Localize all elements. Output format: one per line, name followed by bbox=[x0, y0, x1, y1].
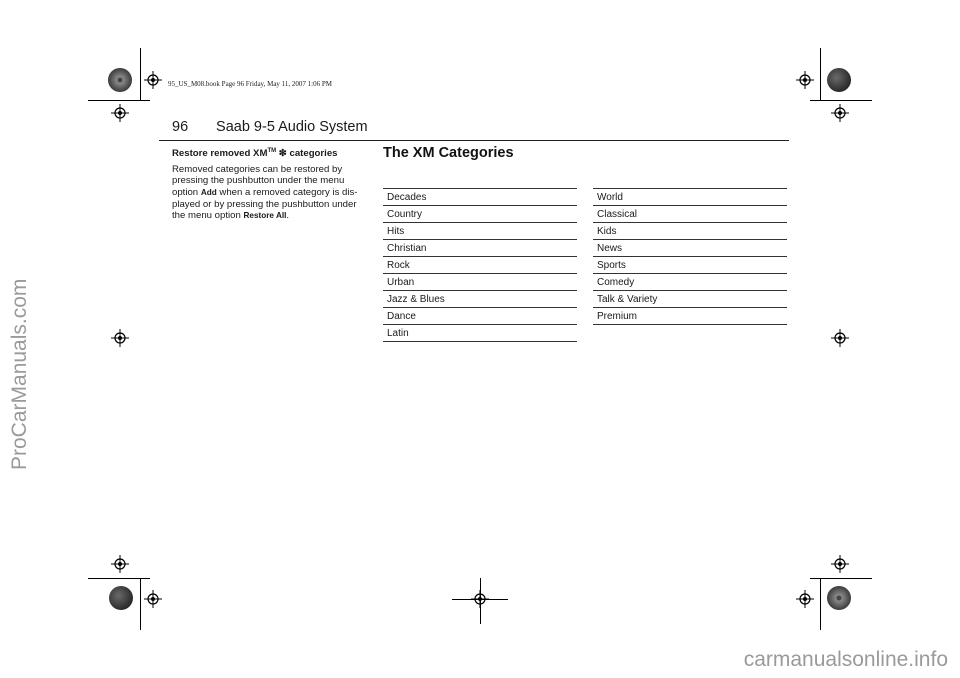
left-column bbox=[172, 146, 368, 222]
table-row bbox=[383, 240, 577, 257]
restore-heading bbox=[172, 146, 368, 160]
table-row bbox=[383, 206, 577, 223]
registration-target-icon bbox=[144, 590, 162, 608]
menu-option-restore-all: Restore All bbox=[243, 211, 287, 221]
crop-mark bbox=[88, 100, 150, 101]
page-header bbox=[172, 119, 368, 135]
table-row bbox=[593, 223, 787, 240]
crop-mark bbox=[140, 48, 141, 100]
restore-heading-suffix: categories bbox=[286, 148, 338, 160]
xm-star-icon: ❇ bbox=[278, 148, 287, 160]
header-divider bbox=[159, 140, 789, 141]
crop-mark bbox=[820, 48, 821, 100]
restore-text: Removed categories can be restored by pressing the pushbutton under the menu option bbox=[172, 163, 345, 198]
categories-table-right bbox=[593, 188, 787, 325]
restore-text: when a removed category is dis-played or by pressing the pushbutton under the menu option bbox=[172, 186, 358, 222]
registration-target-icon bbox=[796, 71, 814, 89]
table-row bbox=[593, 257, 787, 274]
category-cell: Comedy bbox=[593, 274, 787, 291]
category-cell: Latin bbox=[383, 325, 577, 342]
registration-target-icon bbox=[111, 555, 129, 573]
category-cell: Jazz & Blues bbox=[383, 291, 577, 308]
registration-target-icon bbox=[831, 555, 849, 573]
category-cell: Decades bbox=[383, 189, 577, 206]
crop-mark bbox=[140, 578, 141, 630]
category-cell: Country bbox=[383, 206, 577, 223]
page-number: 96 bbox=[172, 119, 189, 135]
trademark-mark: TM bbox=[267, 148, 277, 154]
table-row bbox=[383, 291, 577, 308]
watermark-carmanualsonline: carmanualsonline.info bbox=[743, 648, 948, 671]
table-row bbox=[593, 274, 787, 291]
restore-text: . bbox=[286, 210, 290, 222]
table-row bbox=[383, 189, 577, 206]
category-cell: World bbox=[593, 189, 787, 206]
crop-mark bbox=[480, 578, 481, 624]
registration-target-icon bbox=[831, 104, 849, 122]
registration-target-icon bbox=[111, 329, 129, 347]
table-row bbox=[593, 240, 787, 257]
table-row bbox=[383, 257, 577, 274]
table-row bbox=[593, 189, 787, 206]
crop-mark bbox=[820, 578, 821, 630]
registration-disc bbox=[108, 68, 132, 92]
section-title: Saab 9-5 Audio System bbox=[216, 119, 368, 135]
registration-target-icon bbox=[796, 590, 814, 608]
table-row bbox=[383, 325, 577, 342]
category-cell: Sports bbox=[593, 257, 787, 274]
registration-target-icon bbox=[111, 104, 129, 122]
table-row bbox=[593, 291, 787, 308]
category-cell: Talk & Variety bbox=[593, 291, 787, 308]
categories-table-left bbox=[383, 188, 577, 342]
table-row bbox=[383, 308, 577, 325]
restore-heading-text: Restore removed XM bbox=[172, 148, 268, 160]
book-info-line: 95_US_M08.book Page 96 Friday, May 11, 2007 1:06 PM bbox=[168, 80, 332, 88]
restore-paragraph bbox=[172, 164, 368, 222]
table-row bbox=[383, 223, 577, 240]
category-cell: Classical bbox=[593, 206, 787, 223]
table-row bbox=[383, 274, 577, 291]
category-cell: Dance bbox=[383, 308, 577, 325]
category-cell: Hits bbox=[383, 223, 577, 240]
category-cell: Kids bbox=[593, 223, 787, 240]
menu-option-add: Add bbox=[200, 187, 217, 197]
registration-target-icon bbox=[831, 329, 849, 347]
watermark-procarmanuals: ProCarManuals.com bbox=[8, 278, 31, 470]
registration-disc bbox=[827, 586, 851, 610]
category-cell: Rock bbox=[383, 257, 577, 274]
registration-disc bbox=[109, 586, 133, 610]
category-cell: Urban bbox=[383, 274, 577, 291]
crop-mark bbox=[810, 100, 872, 101]
xm-categories-title: The XM Categories bbox=[383, 145, 514, 161]
category-cell: News bbox=[593, 240, 787, 257]
registration-target-icon bbox=[144, 71, 162, 89]
category-cell: Christian bbox=[383, 240, 577, 257]
table-row bbox=[593, 308, 787, 325]
category-cell: Premium bbox=[593, 308, 787, 325]
table-row bbox=[593, 206, 787, 223]
registration-disc bbox=[827, 68, 851, 92]
